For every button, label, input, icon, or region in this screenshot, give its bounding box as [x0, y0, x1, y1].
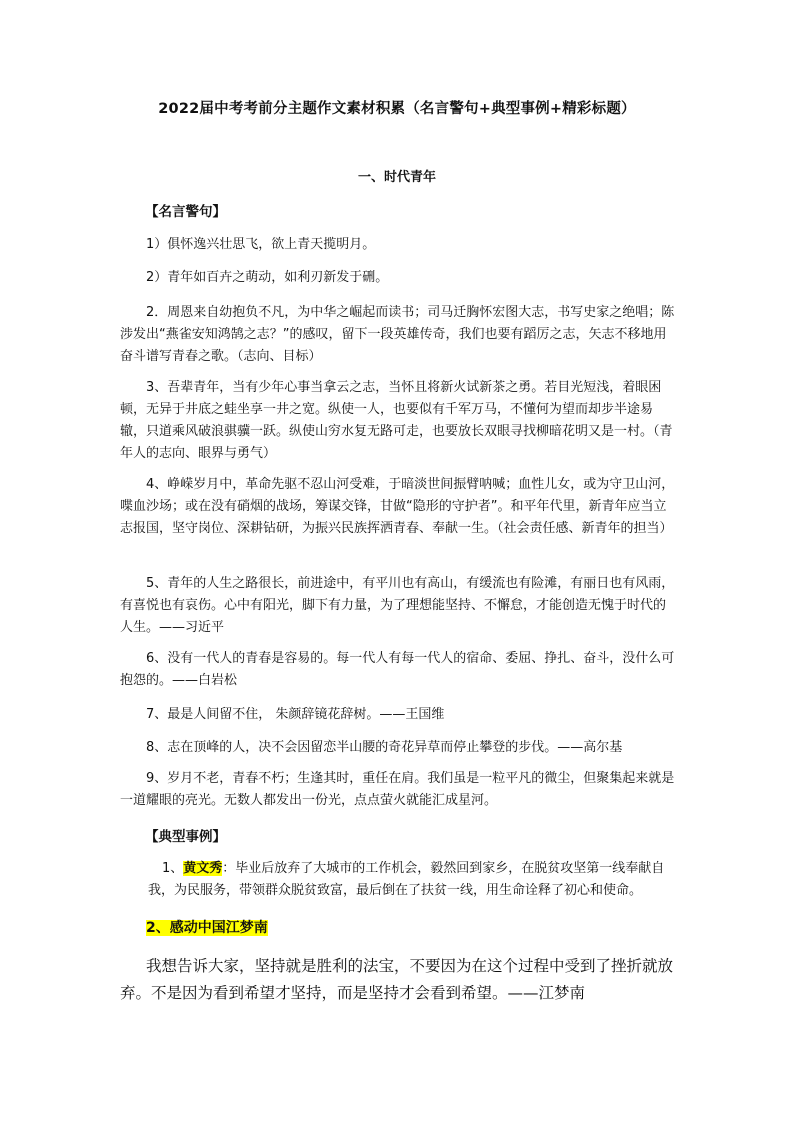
- example-1-text: ：毕业后放弃了大城市的工作机会，毅然回到家乡，在脱贫攻坚第一线奉献自我，为民服务，带领群众脱贫致富，最后倒在了扶贫一线，用生命诠释了初心和使命。: [148, 861, 665, 898]
- quote-item-10: 9、岁月不老，青春不朽；生逢其时，重任在肩。我们虽是一粒平凡的微尘，但聚集起来就是一道耀眼的亮光。无数人都发出一份光，点点萤火就能汇成星河。: [120, 771, 675, 808]
- example-2-title-wrap: [146, 917, 268, 940]
- quote-item-3: 2．周恩来自幼抱负不凡，为中华之崛起而读书；司马迁胸怀宏图大志，书写史家之绝唱；陈涉发出“燕雀安知鸿鹄之志？”的感叹，留下一段英雄传奇，我们也要有蹈厉之志，矢志不移地用奋斗谱写青春之歌。（志向、目标）: [120, 305, 675, 364]
- quotes-heading: 【名言警句】: [145, 204, 226, 220]
- examples-heading: 【典型事例】: [145, 829, 226, 845]
- document-title: 2022届中考考前分主题作文素材积累（名言警句+典型事例+精彩标题）: [158, 101, 636, 117]
- quote-item-2: 2）青年如百卉之萌动，如利刃新发于硎。: [146, 270, 389, 285]
- quote-item-8: 7、最是人间留不住， 朱颜辞镜花辞树。——王国维: [146, 707, 445, 722]
- example-1-number: 1、: [162, 861, 184, 876]
- example-2-title: 2、感动中国江梦南: [146, 920, 268, 936]
- example-1-name: 黄文秀: [183, 861, 223, 876]
- example-1: [148, 858, 678, 902]
- quote-item-6: 5、青年的人生之路很长，前进途中，有平川也有高山，有缓流也有险滩，有丽日也有风雨，有喜悦也有哀伤。心中有阳光，脚下有力量，为了理想能坚持、不懈怠，才能创造无愧于时代的人生。——习近平: [120, 576, 675, 635]
- quote-item-7: 6、没有一代人的青春是容易的。每一代人有每一代人的宿命、委屈、挣扎、奋斗，没什么可抱怨的。——白岩松: [120, 651, 675, 688]
- quote-item-1: 1）俱怀逸兴壮思飞，欲上青天揽明月。: [146, 237, 376, 252]
- example-2-text: 我想告诉大家，坚持就是胜利的法宝，不要因为在这个过程中受到了挫折就放弃。不是因为看到希望才坚持，而是坚持才会看到希望。——江梦南: [120, 957, 674, 1002]
- quote-item-5: 4、峥嵘岁月中，革命先驱不忍山河受难，于暗淡世间振臂呐喊；血性儿女，或为守卫山河，喋血沙场；或在没有硝烟的战场，筹谋交锋，甘做“隐形的守护者”。和平年代里，新青年应当立志报国，坚守岗位、深耕钻研，为振兴民族挥洒青春、奉献一生。（社会责任感、新青年的担当）: [120, 477, 675, 536]
- section-title: 一、时代青年: [357, 170, 436, 185]
- quote-item-4: 3、吾辈青年，当有少年心事当拿云之志，当怀且将新火试新茶之勇。若目光短浅，着眼困顿，无异于井底之蛙坐享一井之宽。纵使一人，也要似有千军万马，不懂何为望而却步半途易辙，只道乘风破浪骐骥一跃。纵使山穷水复无路可走，也要放长双眼寻找柳暗花明又是一村。（青年人的志向、眼界与勇气）: [120, 380, 673, 461]
- quote-item-9: 8、志在顶峰的人，决不会因留恋半山腰的奇花异草而停止攀登的步伐。——高尔基: [146, 740, 623, 755]
